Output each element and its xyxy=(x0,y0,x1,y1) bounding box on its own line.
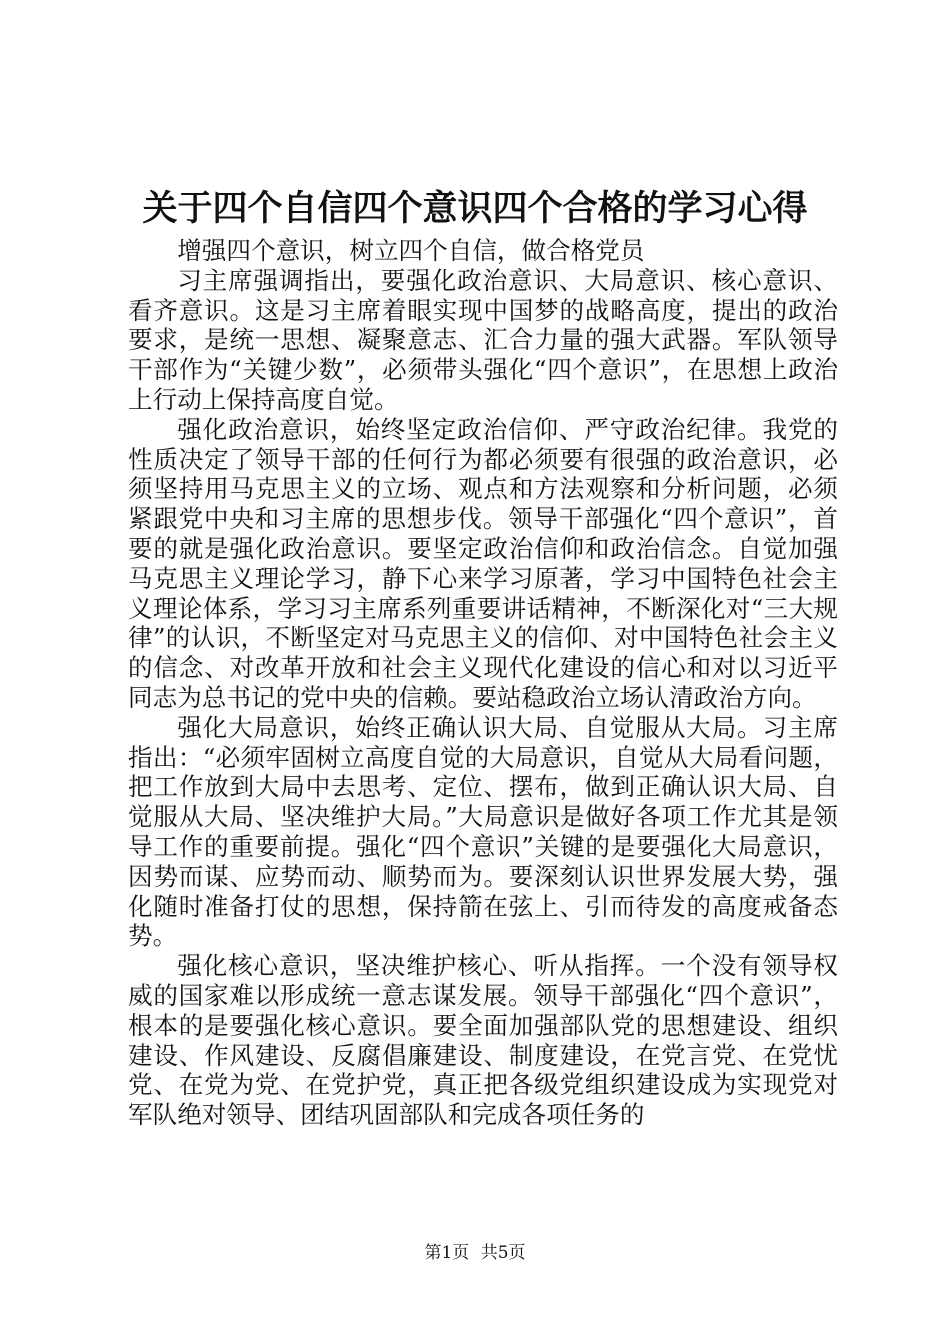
paragraph-core-awareness: 强化核心意识，坚决维护核心、听从指挥。一个没有领导权威的国家难以形成统一意志谋发展。领导干部强化“四个意识”，根本的是要强化核心意识。要全面加强部队党的思想建设、组织建设、作风建设、反腐倡廉建设、制度建设，在党言党、在党忧党、在党为党、在党护党，真正把各级党组织建设成为实现党对军队绝对领导、团结巩固部队和完成各项任务的 xyxy=(128,951,838,1130)
paragraph-overall-awareness: 强化大局意识，始终正确认识大局、自觉服从大局。习主席指出：“必须牢固树立高度自觉的大局意识，自觉从大局看问题，把工作放到大局中去思考、定位、摆布，做到正确认识大局、自觉服从大局、坚决维护大局。”大局意识是做好各项工作尤其是领导工作的重要前提。强化“四个意识”关键的是要强化大局意识，因势而谋、应势而动、顺势而为。要深刻认识世界发展大势，强化随时准备打仗的思想，保持箭在弦上、引而待发的高度戒备态势。 xyxy=(128,712,838,951)
page-total: 共5页 xyxy=(480,1243,526,1263)
document-title: 关于四个自信四个意识四个合格的学习心得 xyxy=(142,188,808,229)
paragraph-subtitle: 增强四个意识，树立四个自信，做合格党员 xyxy=(177,236,645,265)
page-footer xyxy=(0,1241,950,1265)
document-body xyxy=(128,236,838,1130)
page-number: 第1页 xyxy=(424,1243,470,1263)
paragraph-political-awareness: 强化政治意识，始终坚定政治信仰、严守政治纪律。我党的性质决定了领导干部的任何行为都必须要有很强的政治意识，必须坚持用马克思主义的立场、观点和方法观察和分析问题，必须紧跟党中央和习主席的思想步伐。领导干部强化“四个意识”，首要的就是强化政治意识。要坚定政治信仰和政治信念。自觉加强马克思主义理论学习，静下心来学习原著，学习中国特色社会主义理论体系，学习习主席系列重要讲话精神，不断深化对“三大规律”的认识，不断坚定对马克思主义的信仰、对中国特色社会主义的信念、对改革开放和社会主义现代化建设的信心和对以习近平同志为总书记的党中央的信赖。要站稳政治立场认清政治方向。 xyxy=(128,414,838,712)
paragraph-intro: 习主席强调指出，要强化政治意识、大局意识、核心意识、看齐意识。这是习主席着眼实现中国梦的战略高度，提出的政治要求，是统一思想、凝聚意志、汇合力量的强大武器。军队领导干部作为“关键少数”，必须带头强化“四个意识”，在思想上政治上行动上保持高度自觉。 xyxy=(128,265,838,414)
